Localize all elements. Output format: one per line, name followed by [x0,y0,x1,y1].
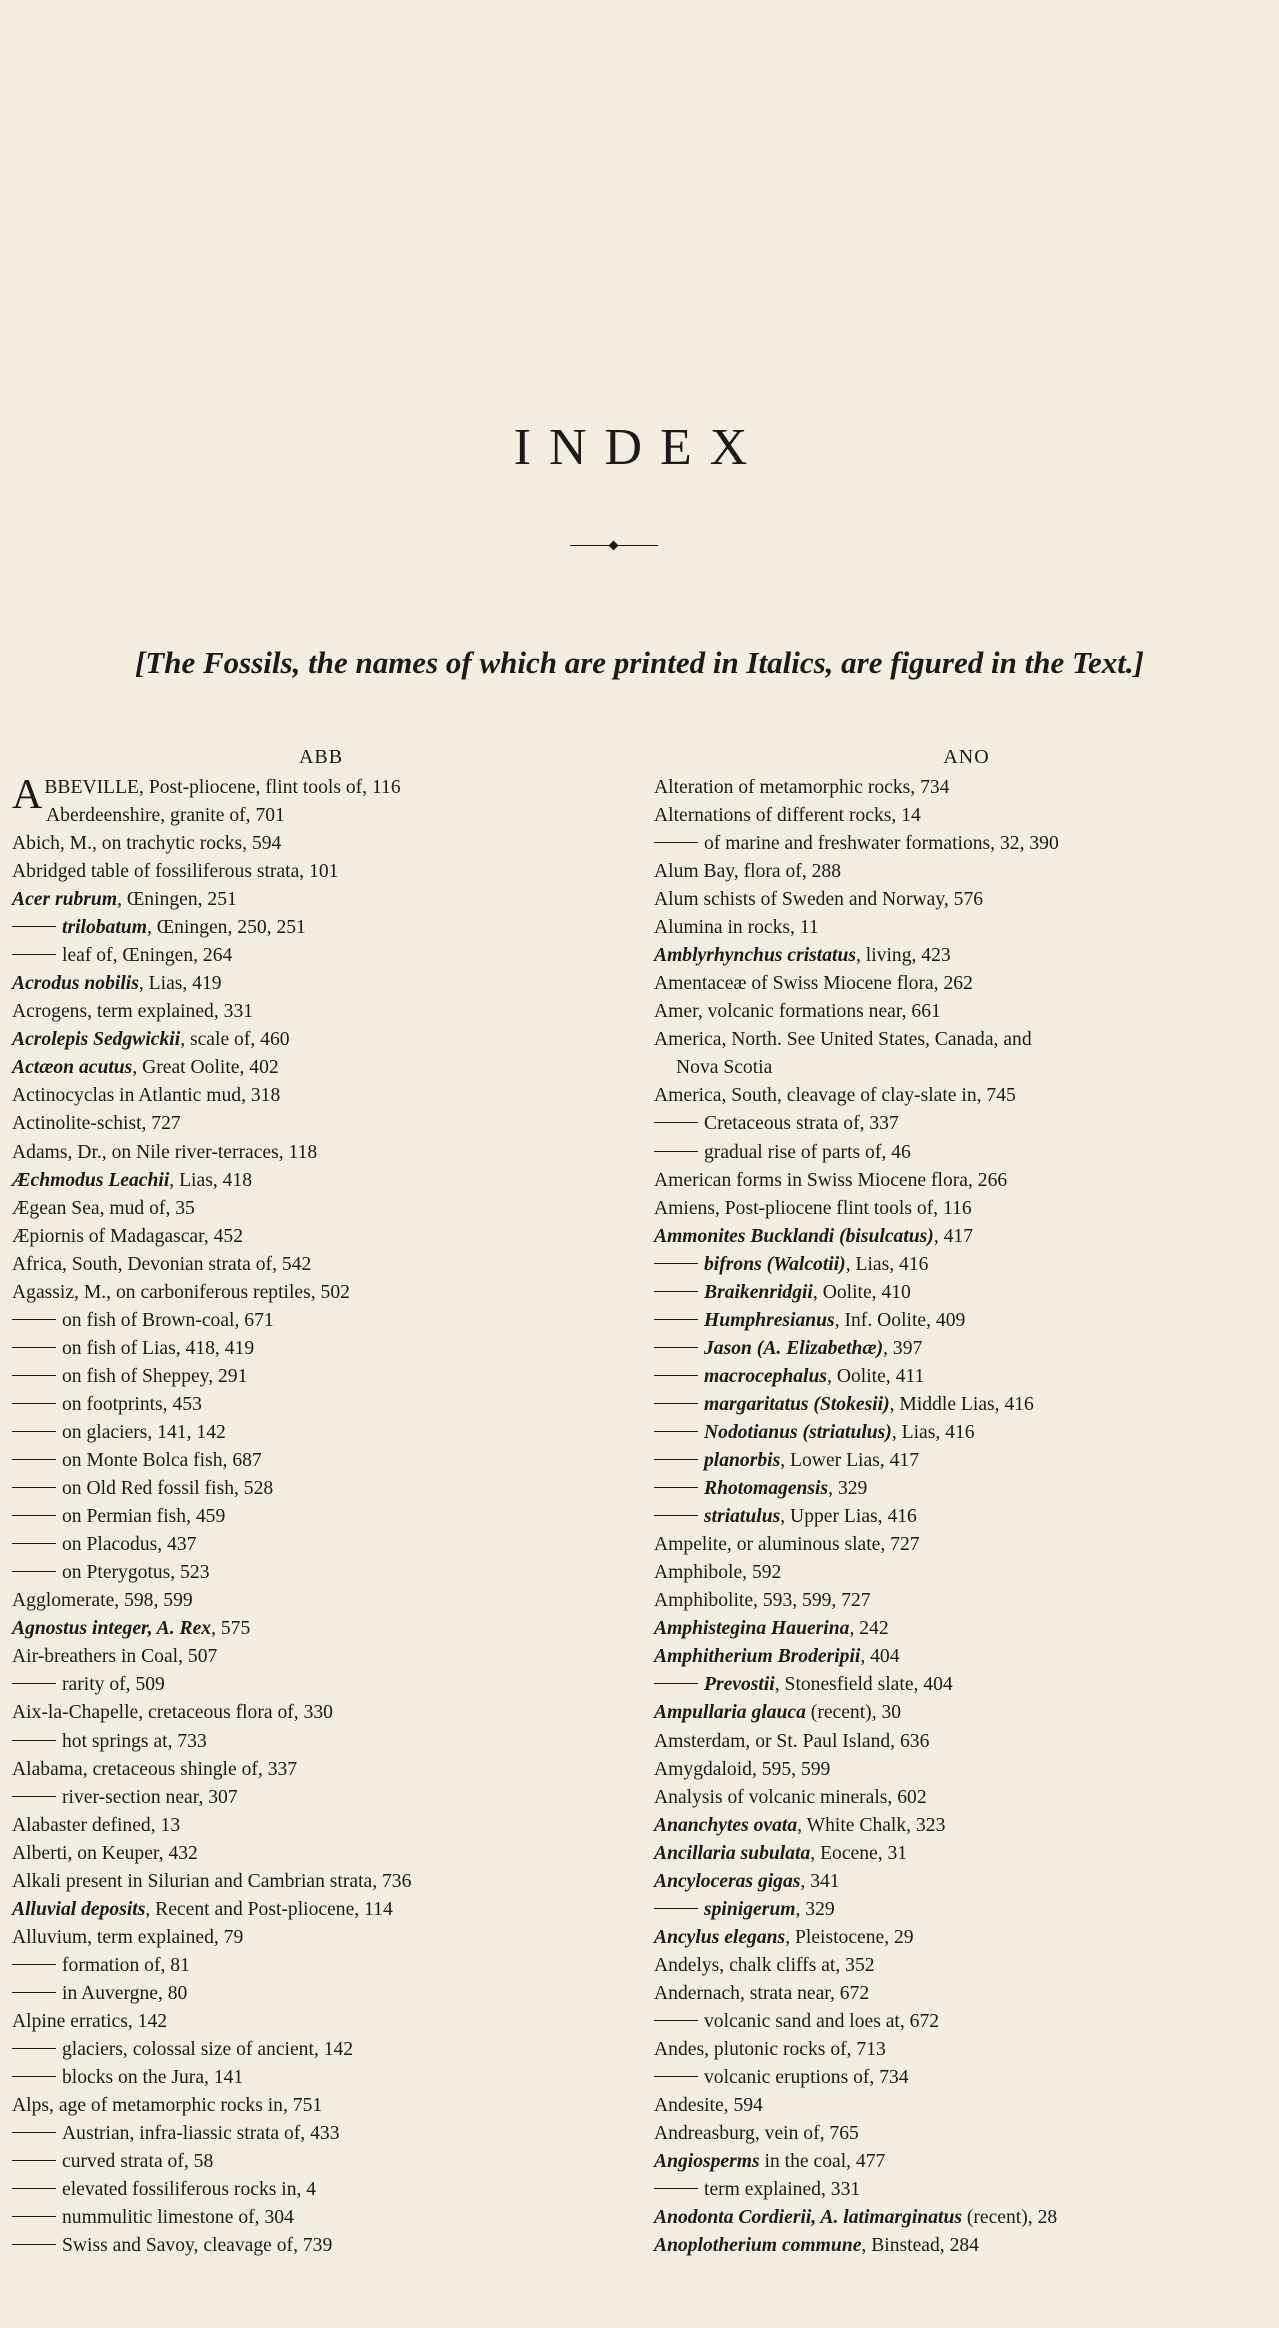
index-entry [12,2092,630,2120]
entry-italic-name: Acer rubrum [12,889,118,911]
index-entry [12,1223,630,1251]
index-entry [12,1279,630,1307]
entry-text: , Oolite, 410 [812,1281,911,1303]
index-entry [654,886,1279,914]
index-entry [654,830,1279,858]
ditto-dash [12,1515,56,1516]
entry-italic-name: Amphistegina Hauerina [654,1618,850,1640]
entry-italic-name: Ampullaria glauca [654,1702,806,1724]
entry-italic-name: Ancillaria subulata [654,1842,811,1864]
index-entry [654,774,1279,802]
index-entry [12,1026,630,1054]
index-entry [12,1531,630,1559]
entry-text: on footprints, 453 [62,1393,202,1415]
entry-text: gradual rise of parts of, 46 [704,1141,911,1163]
entry-italic-name: Jason (A. Elizabethæ) [704,1337,884,1359]
index-entry [12,1896,630,1924]
index-entry [654,1475,1279,1503]
index-entry [654,1559,1279,1587]
entry-text: Alpine erratics, 142 [12,2010,168,2032]
index-entry [12,1195,630,1223]
index-entry [654,1980,1279,2008]
index-entry [12,2176,630,2204]
entry-text: Swiss and Savoy, cleavage of, 739 [62,2235,333,2257]
index-entry [654,2148,1279,2176]
index-entry [12,1503,630,1531]
ditto-dash [654,2020,698,2021]
index-entry [12,970,630,998]
entry-text: (recent), 30 [805,1702,902,1724]
index-entry [654,1251,1279,1279]
ditto-dash [12,2244,56,2245]
entry-text: , Eocene, 31 [810,1842,908,1864]
index-entry [654,1924,1279,1952]
index-entry [654,1784,1279,1812]
index-entry [654,1896,1279,1924]
entry-text: , 575 [211,1618,251,1640]
entry-text: Alternations of different rocks, 14 [654,805,921,827]
entry-text: blocks on the Jura, 141 [62,2067,244,2089]
index-entry [654,1082,1279,1110]
ditto-dash [12,1796,56,1797]
entry-text: Andesite, 594 [654,2095,763,2117]
entry-text: , 341 [800,1870,840,1892]
entry-text: on glaciers, 141, 142 [62,1421,226,1443]
ditto-dash [12,2076,56,2077]
entry-text: , 397 [883,1337,923,1359]
entry-text: volcanic eruptions of, 734 [704,2067,909,2089]
index-entry [654,1643,1279,1671]
ditto-dash [654,1151,698,1152]
ditto-dash [12,1319,56,1320]
index-entry [12,2036,630,2064]
entry-text: hot springs at, 733 [62,1730,207,1752]
entry-italic-name: Rhotomagensis [704,1478,829,1500]
entry-italic-name: Actæon acutus [12,1057,133,1079]
index-entry [12,1924,630,1952]
ditto-dash [12,1683,56,1684]
entry-italic-name: Humphresianus [704,1309,835,1331]
index-entry [12,1615,630,1643]
entry-italic-name: Nodotianus (striatulus) [704,1421,892,1443]
entry-text: Alabaster defined, 13 [12,1814,181,1836]
index-entry [654,1167,1279,1195]
index-entry [12,1054,630,1082]
entry-text: Alluvium, term explained, 79 [12,1926,244,1948]
entry-text: , scale of, 460 [180,1029,290,1051]
ditto-dash [12,1403,56,1404]
index-entry [654,2120,1279,2148]
index-entry [12,2232,630,2260]
ditto-dash [654,842,698,843]
ditto-dash [12,1459,56,1460]
index-entry [654,2036,1279,2064]
index-entry [12,1139,630,1167]
index-entry [654,1195,1279,1223]
ditto-dash [654,1375,698,1376]
entry-text: Andernach, strata near, 672 [654,1982,870,2004]
ditto-dash [654,1459,698,1460]
entry-italic-name: Braikenridgii [704,1281,813,1303]
entry-text: Aix-la-Chapelle, cretaceous flora of, 330 [12,1702,333,1724]
entry-italic-name: Alluvial deposits [12,1898,146,1920]
entry-text: on Monte Bolca fish, 687 [62,1450,262,1472]
index-entry [654,1615,1279,1643]
index-entry [654,1671,1279,1699]
index-entry [12,1082,630,1110]
index-entry [654,2092,1279,2120]
entry-text: Agglomerate, 598, 599 [12,1590,193,1612]
ditto-dash [12,1487,56,1488]
diamond-icon [609,541,619,551]
ditto-dash [654,1431,698,1432]
entry-text: Ægean Sea, mud of, 35 [12,1197,195,1219]
ditto-dash [12,1347,56,1348]
index-entry [654,2204,1279,2232]
ditto-dash [654,1291,698,1292]
ditto-dash [654,2188,698,2189]
index-entry [12,1952,630,1980]
entry-text: Alum schists of Sweden and Norway, 576 [654,889,984,911]
title-ornament [570,541,658,551]
ditto-dash [12,1543,56,1544]
entry-text: , Lias, 416 [845,1253,929,1275]
index-entry [654,1026,1279,1082]
index-entry [12,1812,630,1840]
index-entry [654,2064,1279,2092]
ditto-dash [12,2188,56,2189]
index-entry [12,1980,630,2008]
index-entry [654,2232,1279,2260]
entry-text: Analysis of volcanic minerals, 602 [654,1786,927,1808]
entry-text: Alumina in rocks, 11 [654,917,819,939]
entry-italic-name: Ancyloceras gigas [654,1870,801,1892]
index-entry [12,998,630,1026]
entry-italic-name: Agnostus integer, A. Rex [12,1618,212,1640]
index-entry [12,1335,630,1363]
index-entry [654,1868,1279,1896]
right-column-head: ANO [943,746,990,768]
entry-text: of marine and freshwater formations, 32, 390 [704,833,1059,855]
ditto-dash [12,1740,56,1741]
entry-text: Amphibole, 592 [654,1562,782,1584]
entry-italic-name: Prevostii [704,1674,775,1696]
index-entry [654,970,1279,998]
index-entry [654,1391,1279,1419]
dropcap: A [12,772,43,818]
entry-text: Alum Bay, flora of, 288 [654,861,842,883]
entry-text: in Auvergne, 80 [62,1982,188,2004]
ditto-dash [12,2132,56,2133]
entry-continuation: Nova Scotia [676,1057,773,1079]
entry-text: , 329 [828,1478,868,1500]
left-column [12,740,630,2260]
entry-italic-name: trilobatum [62,917,147,939]
index-entry [12,2148,630,2176]
index-entry [12,858,630,886]
index-entry [654,1419,1279,1447]
entry-italic-name: Angiosperms [654,2151,760,2173]
index-entry [654,942,1279,970]
entry-italic-name: margaritatus (Stokesii) [704,1393,890,1415]
entry-text: Alabama, cretaceous shingle of, 337 [12,1758,298,1780]
entry-italic-name: Ancylus elegans [654,1926,786,1948]
entry-text: , Oolite, 411 [827,1365,925,1387]
entry-text: , Pleistocene, 29 [785,1926,914,1948]
italics-note: [The Fossils, the names of which are printed in Italics, are figured in the Text.] [134,645,1144,680]
index-entry [12,1643,630,1671]
entry-text: , Œningen, 250, 251 [146,917,306,939]
entry-text: , Binstead, 284 [861,2235,979,2257]
index-entry [654,2008,1279,2036]
entry-text: Amygdaloid, 595, 599 [654,1758,831,1780]
entry-text: formation of, 81 [62,1954,190,1976]
index-entry [12,1587,630,1615]
ditto-dash [654,1347,698,1348]
entry-text: , 417 [933,1225,973,1247]
entry-text: term explained, 331 [704,2179,861,2201]
index-entry [654,1110,1279,1138]
ditto-dash [654,1908,698,1909]
index-entry [654,1952,1279,1980]
entry-text: rarity of, 509 [62,1674,165,1696]
entry-text: Amsterdam, or St. Paul Island, 636 [654,1730,930,1752]
entry-italic-name: spinigerum [704,1898,796,1920]
entry-text: Adams, Dr., on Nile river-terraces, 118 [12,1141,318,1163]
ditto-dash [654,1319,698,1320]
entry-text: Agassiz, M., on carboniferous reptiles, 502 [12,1281,350,1303]
entry-italic-name: Ammonites Bucklandi (bisulcatus) [654,1225,934,1247]
entry-text: Abich, M., on trachytic rocks, 594 [12,833,282,854]
first-entry-line2: Aberdeenshire, granite of, 701 [46,805,285,827]
entry-text: , 329 [795,1898,835,1920]
entry-text: on Old Red fossil fish, 528 [62,1478,274,1500]
index-entry [654,1840,1279,1868]
index-entry [12,1784,630,1812]
index-entry [654,1363,1279,1391]
ditto-dash [654,1515,698,1516]
entry-italic-name: Acrolepis Sedgwickii [12,1029,181,1051]
entry-text: Austrian, infra-liassic strata of, 433 [62,2123,340,2145]
index-entry [12,1363,630,1391]
entry-text: Æpiornis of Madagascar, 452 [12,1225,244,1247]
index-entry [12,2008,630,2036]
index-entry [12,1868,630,1896]
index-entry [12,2204,630,2232]
index-entry [12,942,630,970]
index-entry [12,886,630,914]
entry-text: America, North. See United States, Canada, and [654,1029,1032,1051]
entry-text: on Placodus, 437 [62,1534,197,1556]
index-entry [12,1391,630,1419]
ditto-dash [12,2160,56,2161]
index-entry [654,914,1279,942]
entry-text: Africa, South, Devonian strata of, 542 [12,1253,312,1275]
entry-text: Alps, age of metamorphic rocks in, 751 [12,2095,323,2117]
ditto-dash [12,1992,56,1993]
ditto-dash [12,954,56,955]
entry-text: , Great Oolite, 402 [132,1057,279,1079]
index-entry [654,802,1279,830]
index-entry [654,1587,1279,1615]
entry-text: , Lias, 416 [891,1421,975,1443]
entry-text: , 242 [849,1618,889,1640]
first-entry [12,774,630,830]
ditto-dash [654,2076,698,2077]
index-entry [12,1251,630,1279]
index-entry [654,1139,1279,1167]
ditto-dash [12,1571,56,1572]
first-entry-line1: BBEVILLE, Post-pliocene, flint tools of, 116 [44,777,401,798]
entry-italic-name: macrocephalus [704,1365,828,1387]
entry-text: nummulitic limestone of, 304 [62,2207,294,2229]
index-entry [12,1840,630,1868]
entry-text: glaciers, colossal size of ancient, 142 [62,2039,354,2061]
entry-text: leaf of, Œningen, 264 [62,945,233,967]
entry-text: (recent), 28 [961,2207,1058,2229]
entry-text: on fish of Lias, 418, 419 [62,1337,255,1359]
index-entry [12,914,630,942]
entry-text: , Inf. Oolite, 409 [834,1309,966,1331]
entry-text: , Stonesfield slate, 404 [774,1674,953,1696]
entry-text: , White Chalk, 323 [797,1814,946,1836]
left-entry-list [12,830,630,2260]
ditto-dash [654,1487,698,1488]
entry-text: Amer, volcanic formations near, 661 [654,1001,941,1023]
index-entry [654,1307,1279,1335]
entry-italic-name: Anodonta Cordierii, A. latimarginatus [654,2207,962,2229]
entry-text: America, South, cleavage of clay-slate in, 745 [654,1085,1016,1107]
entry-text: , Lias, 418 [169,1169,253,1191]
entry-text: , Lower Lias, 417 [780,1450,919,1472]
entry-text: on Pterygotus, 523 [62,1562,210,1584]
entry-text: Alteration of metamorphic rocks, 734 [654,777,950,798]
index-entry [654,1531,1279,1559]
entry-text: elevated fossiliferous rocks in, 4 [62,2179,317,2201]
entry-text: Amentaceæ of Swiss Miocene flora, 262 [654,973,973,995]
index-entry [654,1447,1279,1475]
index-entry [12,1756,630,1784]
entry-text: Ampelite, or aluminous slate, 727 [654,1534,920,1556]
ditto-dash [12,1431,56,1432]
right-column [654,740,1279,2260]
entry-text: Abridged table of fossiliferous strata, 101 [12,861,339,883]
index-entry [654,998,1279,1026]
index-entry [12,1307,630,1335]
entry-text: Andelys, chalk cliffs at, 352 [654,1954,875,1976]
ditto-dash [12,1375,56,1376]
index-entry [12,1167,630,1195]
entry-text: Acrogens, term explained, 331 [12,1001,254,1023]
entry-italic-name: Amphitherium Broderipii [654,1646,861,1668]
entry-text: , Middle Lias, 416 [889,1393,1034,1415]
index-entry [654,1335,1279,1363]
ditto-dash [12,1964,56,1965]
entry-text: Alberti, on Keuper, 432 [12,1842,198,1864]
entry-text: Alkali present in Silurian and Cambrian strata, 736 [12,1870,412,1892]
index-entry [12,2064,630,2092]
entry-text: on fish of Sheppey, 291 [62,1365,248,1387]
ditto-dash [654,1263,698,1264]
index-entry [12,830,630,858]
entry-text: Actinolite-schist, 727 [12,1113,181,1135]
entry-text: Amiens, Post-pliocene flint tools of, 116 [654,1197,972,1219]
entry-text: on Permian fish, 459 [62,1506,226,1528]
entry-text: Actinocyclas in Atlantic mud, 318 [12,1085,281,1107]
right-entry-list [654,774,1279,2260]
index-entry [12,1671,630,1699]
index-entry [654,2176,1279,2204]
entry-text: , 404 [860,1646,900,1668]
index-entry [654,1812,1279,1840]
index-entry [12,1728,630,1756]
index-entry [12,1447,630,1475]
ditto-dash [12,926,56,927]
entry-text: Amphibolite, 593, 599, 727 [654,1590,871,1612]
index-entry [12,1110,630,1138]
index-entry [12,1475,630,1503]
index-entry [654,1503,1279,1531]
entry-text: curved strata of, 58 [62,2151,214,2173]
entry-text: , Recent and Post-pliocene, 114 [145,1898,393,1920]
entry-italic-name: bifrons (Walcotii) [704,1253,846,1275]
index-entry [654,1756,1279,1784]
entry-italic-name: Amblyrhynchus cristatus [654,945,856,967]
left-column-head: ABB [298,746,344,768]
index-entry [654,1223,1279,1251]
entry-text: Air-breathers in Coal, 507 [12,1646,218,1668]
ditto-dash [654,1683,698,1684]
page-title: INDEX [513,419,766,476]
ditto-dash [12,2048,56,2049]
ditto-dash [12,2216,56,2217]
entry-italic-name: Æchmodus Leachii [12,1169,170,1191]
index-entry [654,858,1279,886]
entry-italic-name: Anoplotherium commune [654,2235,862,2257]
entry-text: , living, 423 [855,945,951,967]
entry-text: American forms in Swiss Miocene flora, 266 [654,1169,1008,1191]
entry-text: , Upper Lias, 416 [780,1506,917,1528]
entry-text: on fish of Brown-coal, 671 [62,1309,274,1331]
index-entry [12,1419,630,1447]
entry-italic-name: Acrodus nobilis [12,973,139,995]
entry-text: Cretaceous strata of, 337 [704,1113,899,1135]
entry-text: , Lias, 419 [138,973,222,995]
index-entry [12,1559,630,1587]
ditto-dash [654,1122,698,1123]
index-entry [654,1728,1279,1756]
entry-text: Andes, plutonic rocks of, 713 [654,2039,886,2061]
entry-text: Andreasburg, vein of, 765 [654,2123,859,2145]
entry-italic-name: planorbis [704,1450,781,1472]
index-entry [654,1279,1279,1307]
entry-text: , Œningen, 251 [117,889,237,911]
index-entry [12,1699,630,1727]
entry-text: river-section near, 307 [62,1786,238,1808]
index-entry [654,1699,1279,1727]
entry-text: in the coal, 477 [759,2151,886,2173]
index-entry [12,2120,630,2148]
entry-text: volcanic sand and loes at, 672 [704,2010,940,2032]
ditto-dash [654,1403,698,1404]
entry-italic-name: Ananchytes ovata [654,1814,798,1836]
entry-italic-name: striatulus [704,1506,781,1528]
